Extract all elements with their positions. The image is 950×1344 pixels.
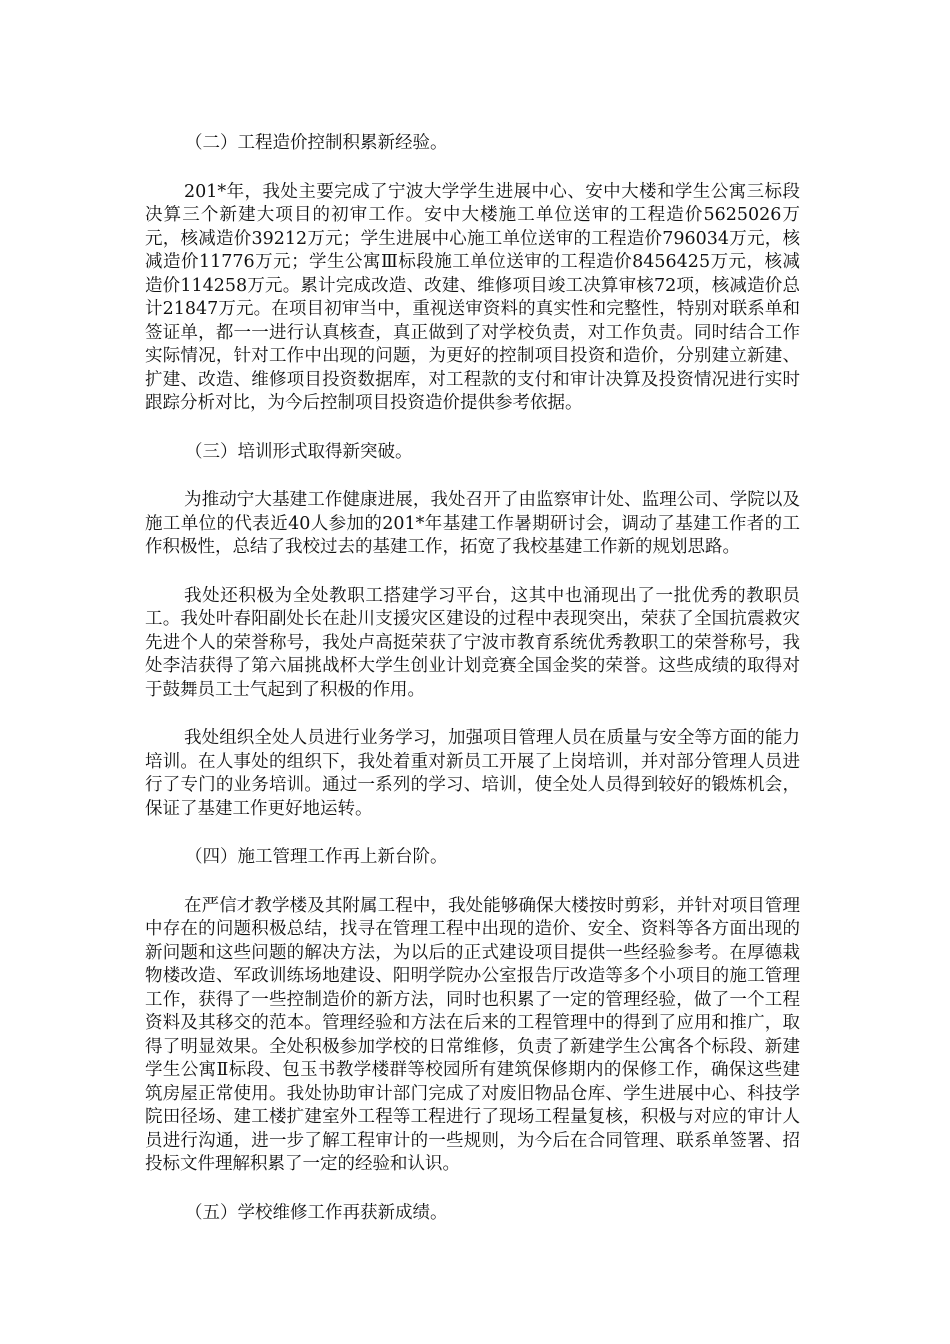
body-paragraph: 在严信才教学楼及其附属工程中，我处能够确保大楼按时剪彩，并针对项目管理中存在的问题积极总结，找寻在管理工程中出现的造价、安全、资料等各方面出现的新问题和这些问题的解决方法，为以后的正式建设项目提供一些经验参考。在厚德栽物楼改造、军政训练场地建设、阳明学院办公室报告厅改造等多个小项目的施工管理工作，获得了一些控制造价的新方法，同时也积累了一定的管理经验，做了一个工程资料及其移交的范本。管理经验和方法在后来的工程管理中的得到了应用和推广，取得了明显效果。全处积极参加学校的日常维修，负责了新建学生公寓各个标段、新建学生公寓Ⅱ标段、包玉书教学楼群等校园所有建筑保修期内的保修工作，确保这些建筑房屋正常使用。我处协助审计部门完成了对废旧物品仓库、学生进展中心、科技学院田径场、建工楼扩建室外工程等工程进行了现场工程量复核，积极与对应的审计人员进行沟通，进一步了解工程审计的一些规则，为今后在合同管理、联系单签署、招投标文件理解积累了一定的经验和认识。 bbox=[145, 895, 800, 1174]
document-body bbox=[145, 132, 800, 1250]
body-paragraph: 为推动宁大基建工作健康进展，我处召开了由监察审计处、监理公司、学院以及施工单位的代表近40人参加的201*年基建工作暑期研讨会，调动了基建工作者的工作积极性，总结了我校过去的基建工作，拓宽了我校基建工作新的规划思路。 bbox=[145, 490, 800, 557]
section-heading-4: （四）施工管理工作再上新台阶。 bbox=[185, 847, 448, 867]
section-heading-2: （二）工程造价控制积累新经验。 bbox=[185, 133, 448, 153]
section-heading-3: （三）培训形式取得新突破。 bbox=[185, 441, 413, 462]
section-heading-5: （五）学校维修工作再获新成绩。 bbox=[185, 1202, 448, 1223]
body-paragraph: 201*年，我处主要完成了宁波大学学生进展中心、安中大楼和学生公寓三标段决算三个新建大项目的初审工作。安中大楼施工单位送审的工程造价5625026万元，核减造价39212万元；学生进展中心施工单位送审的工程造价796034万元，核减造价11776万元；学生公寓Ⅲ标段施工单位送审的工程造价8456425万元，核减造价114258万元。累计完成改造、改建、维修项目竣工决算审核72项，核减造价总计21847万元。在项目初审当中，重视送审资料的真实性和完整性，特别对联系单和签证单，都一一进行认真核查，真正做到了对学校负责，对工作负责。同时结合工作实际情况，针对工作中出现的问题，为更好的控制项目投资和造价，分别建立新建、扩建、改造、维修项目投资数据库，对工程款的支付和审计决算及投资情况进行实时跟踪分析对比，为今后控制项目投资造价提供参考依据。 bbox=[145, 181, 800, 413]
body-paragraph: 我处组织全处人员进行业务学习，加强项目管理人员在质量与安全等方面的能力培训。在人事处的组织下，我处着重对新员工开展了上岗培训，并对部分管理人员进行了专门的业务培训。通过一系列的学习、培训，使全处人员得到较好的锻炼机会，保证了基建工作更好地运转。 bbox=[145, 728, 800, 819]
body-paragraph: 我处还积极为全处教职工搭建学习平台，这其中也涌现出了一批优秀的教职员工。我处叶春阳副处长在赴川支援灾区建设的过程中表现突出，荣获了全国抗震救灾先进个人的荣誉称号，我处卢高挺荣获了宁波市教育系统优秀教职工的荣誉称号，我处李洁获得了第六届挑战杯大学生创业计划竞赛全国金奖的荣誉。这些成绩的取得对于鼓舞员工士气起到了积极的作用。 bbox=[145, 585, 800, 700]
